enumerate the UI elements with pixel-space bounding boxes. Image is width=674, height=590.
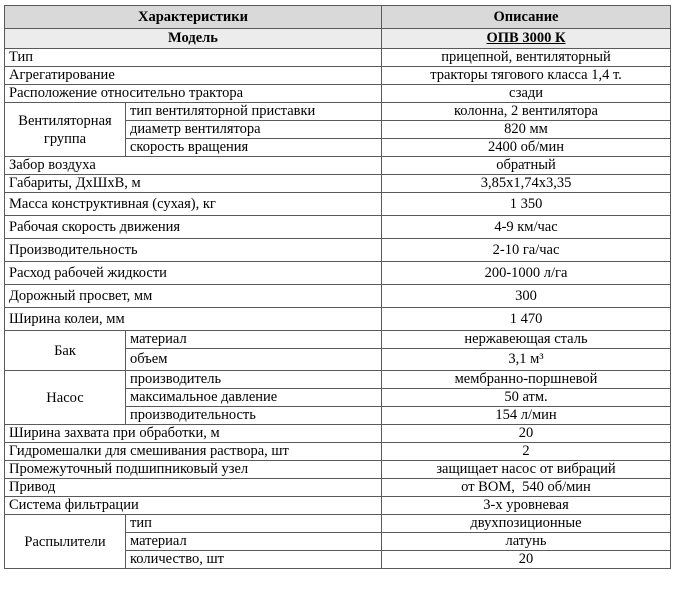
row-label: Масса конструктивная (сухая), кг xyxy=(5,193,382,216)
table-row xyxy=(5,443,671,461)
sub-value: 2400 об/мин xyxy=(382,139,671,157)
header-characteristics: Характеристики xyxy=(5,6,382,29)
model-value: ОПВ 3000 К xyxy=(382,29,671,49)
table-row xyxy=(5,85,671,103)
sub-value: 3,1 м³ xyxy=(382,349,671,371)
sub-value: 820 мм xyxy=(382,121,671,139)
row-label: Система фильтрации xyxy=(5,497,382,515)
row-value: 2 xyxy=(382,443,671,461)
row-value: 1 350 xyxy=(382,193,671,216)
table-row xyxy=(5,461,671,479)
row-label: Забор воздуха xyxy=(5,157,382,175)
table-row xyxy=(5,49,671,67)
row-value: 4-9 км/час xyxy=(382,216,671,239)
sub-value: 50 атм. xyxy=(382,389,671,407)
table-row xyxy=(5,515,671,533)
row-value: от ВОМ, 540 об/мин xyxy=(382,479,671,497)
row-label: Промежуточный подшипниковый узел xyxy=(5,461,382,479)
sub-label: скорость вращения xyxy=(126,139,382,157)
table-row xyxy=(5,371,671,389)
row-value: защищает насос от вибраций xyxy=(382,461,671,479)
row-value: обратный xyxy=(382,157,671,175)
table-row xyxy=(5,308,671,331)
row-label: Гидромешалки для смешивания раствора, шт xyxy=(5,443,382,461)
row-value: сзади xyxy=(382,85,671,103)
table-row xyxy=(5,239,671,262)
sub-label: диаметр вентилятора xyxy=(126,121,382,139)
table-row xyxy=(5,497,671,515)
row-label: Привод xyxy=(5,479,382,497)
row-label: Тип xyxy=(5,49,382,67)
group-label-pump: Насос xyxy=(5,371,126,425)
row-label: Дорожный просвет, мм xyxy=(5,285,382,308)
row-value: прицепной, вентиляторный xyxy=(382,49,671,67)
sub-label: количество, шт xyxy=(126,551,382,569)
row-value: 3,85х1,74х3,35 xyxy=(382,175,671,193)
table-row xyxy=(5,67,671,85)
row-label: Ширина колеи, мм xyxy=(5,308,382,331)
table-row xyxy=(5,479,671,497)
sub-label: тип вентиляторной приставки xyxy=(126,103,382,121)
row-value: 300 xyxy=(382,285,671,308)
sub-label: производитель xyxy=(126,371,382,389)
row-value: 1 470 xyxy=(382,308,671,331)
row-value: 2-10 га/час xyxy=(382,239,671,262)
sub-label: материал xyxy=(126,331,382,349)
sub-value: двухпозиционные xyxy=(382,515,671,533)
sub-value: колонна, 2 вентилятора xyxy=(382,103,671,121)
group-label-fan: Вентиляторная группа xyxy=(5,103,126,157)
sub-value: нержавеющая сталь xyxy=(382,331,671,349)
group-label-sprayers: Распылители xyxy=(5,515,126,569)
sub-value: мембранно-поршневой xyxy=(382,371,671,389)
row-label: Агрегатирование xyxy=(5,67,382,85)
sub-label: материал xyxy=(126,533,382,551)
table-row xyxy=(5,157,671,175)
sub-label: объем xyxy=(126,349,382,371)
table-row xyxy=(5,331,671,349)
row-label: Расход рабочей жидкости xyxy=(5,262,382,285)
row-value: 200-1000 л/га xyxy=(382,262,671,285)
header-description: Описание xyxy=(382,6,671,29)
table-row xyxy=(5,103,671,121)
row-label: Производительность xyxy=(5,239,382,262)
row-label: Ширина захвата при обработки, м xyxy=(5,425,382,443)
sub-label: производительность xyxy=(126,407,382,425)
row-value: 20 xyxy=(382,425,671,443)
row-label: Габариты, ДхШхВ, м xyxy=(5,175,382,193)
header-row xyxy=(5,6,671,29)
model-row xyxy=(5,29,671,49)
table-row xyxy=(5,216,671,239)
table-row xyxy=(5,285,671,308)
table-row xyxy=(5,175,671,193)
sub-label: тип xyxy=(126,515,382,533)
model-label: Модель xyxy=(5,29,382,49)
row-label: Расположение относительно трактора xyxy=(5,85,382,103)
table-row xyxy=(5,193,671,216)
sub-value: 154 л/мин xyxy=(382,407,671,425)
sub-label: максимальное давление xyxy=(126,389,382,407)
table-row xyxy=(5,425,671,443)
row-value: 3-х уровневая xyxy=(382,497,671,515)
group-label-tank: Бак xyxy=(5,331,126,371)
row-label: Рабочая скорость движения xyxy=(5,216,382,239)
spec-table xyxy=(4,5,671,569)
table-row xyxy=(5,262,671,285)
sub-value: латунь xyxy=(382,533,671,551)
sub-value: 20 xyxy=(382,551,671,569)
row-value: тракторы тягового класса 1,4 т. xyxy=(382,67,671,85)
